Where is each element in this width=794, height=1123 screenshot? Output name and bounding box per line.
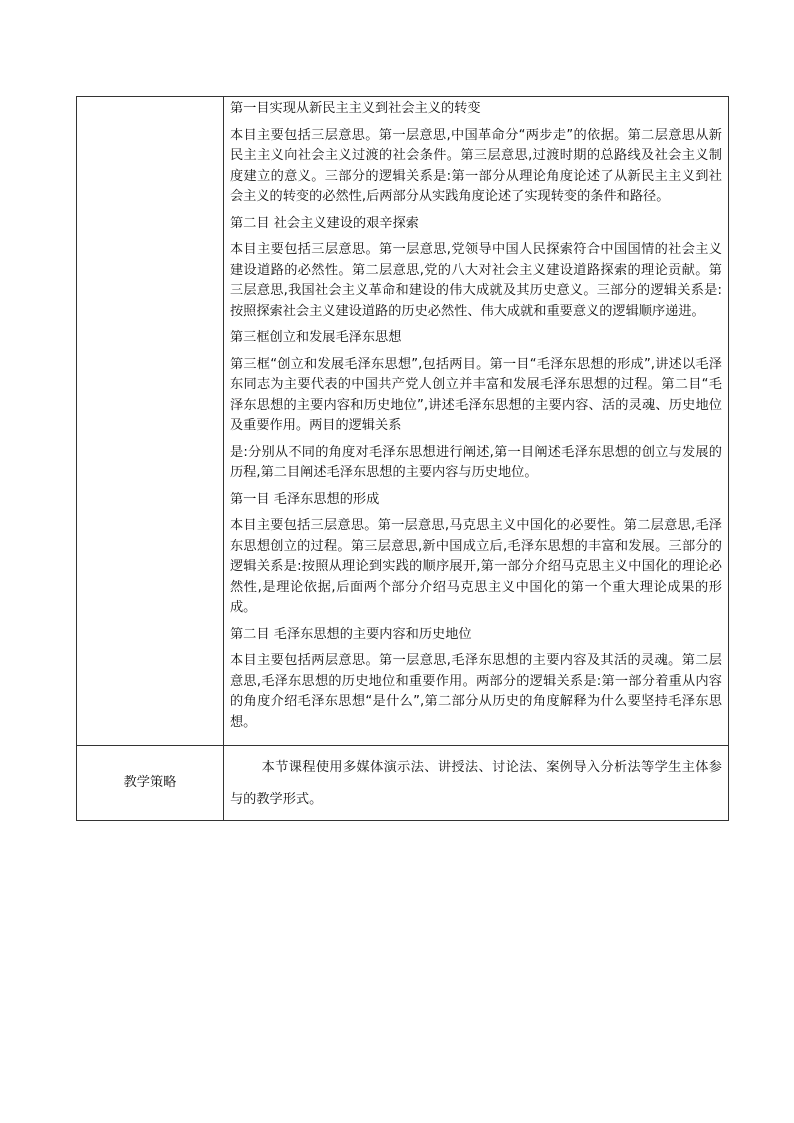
strategy-row	[77, 746, 729, 821]
section-body-5: 本目主要包括两层意思。第一层意思,毛泽东思想的主要内容及其活的灵魂。第二层意思,毛泽东思想的历史地位和重要作用。两部分的逻辑关系是:第一部分着重从内容的角度介绍毛泽东思想“是什么”,第二部分从历史的角度解释为什么要坚持毛泽东思想。	[230, 653, 722, 730]
strategy-label: 教学策略	[77, 746, 224, 821]
section-heading-2: 第二目 社会主义建设的艰辛探索	[230, 215, 419, 231]
section-heading-1: 第一目实现从新民主主义到社会主义的转变	[230, 101, 481, 116]
section-heading-5: 第二目 毛泽东思想的主要内容和历史地位	[230, 626, 472, 642]
section-body-3a: 第三框“创立和发展毛泽东思想”,包括两目。第一目“毛泽东思想的形成”,讲述以毛泽东同志为主要代表的中国共产党人创立并丰富和发展毛泽东思想的过程。第二目“毛泽东思想的主要内容和历史地位”,讲述毛泽东思想的主要内容、活的灵魂、历史地位及重要作用。两目的逻辑关系	[230, 356, 722, 433]
empty-label-cell	[77, 97, 224, 746]
lesson-plan-table	[76, 96, 729, 821]
strategy-cell	[224, 746, 729, 821]
section-body-4: 本目主要包括三层意思。第一层意思,马克思主义中国化的必要性。第二层意思,毛泽东思想创立的过程。第三层意思,新中国成立后,毛泽东思想的丰富和发展。三部分的逻辑关系是:按照从理论到实践的顺序展开,第一部分介绍马克思主义中国化的理论必然性,是理论依据,后面两个部分介绍马克思主义中国化的第一个重大理论成果的形成。	[230, 518, 722, 615]
content-cell	[224, 97, 729, 746]
strategy-text: 本节课程使用多媒体演示法、讲授法、讨论法、案例导入分析法等学生主体参与的教学形式。	[230, 760, 722, 807]
content-row	[77, 97, 729, 746]
section-body-1: 本目主要包括三层意思。第一层意思,中国革命分“两步走”的依据。第二层意思从新民主主义向社会主义过渡的社会条件。第三层意思,过渡时期的总路线及社会主义制度建立的意义。三部分的逻辑关系是:第一部分从理论角度论述了从新民主主义到社会主义的转变的必然性,后两部分从实践角度论述了实现转变的条件和路径。	[230, 127, 722, 204]
section-body-3b: 是:分别从不同的角度对毛泽东思想进行阐述,第一目阐述毛泽东思想的创立与发展的历程,第二目阐述毛泽东思想的主要内容与历史地位。	[230, 444, 722, 480]
section-body-2: 本目主要包括三层意思。第一层意思,党领导中国人民探索符合中国国情的社会主义建设道路的必然性。第二层意思,党的八大对社会主义建设道路探索的理论贡献。第三层意思,我国社会主义革命和建设的伟大成就及其历史意义。三部分的逻辑关系是:按照探索社会主义建设道路的历史必然性、伟大成就和重要意义的逻辑顺序递进。	[230, 242, 722, 319]
section-heading-3: 第三框创立和发展毛泽东思想	[230, 330, 402, 345]
section-heading-4: 第一目 毛泽东思想的形成	[230, 491, 380, 507]
